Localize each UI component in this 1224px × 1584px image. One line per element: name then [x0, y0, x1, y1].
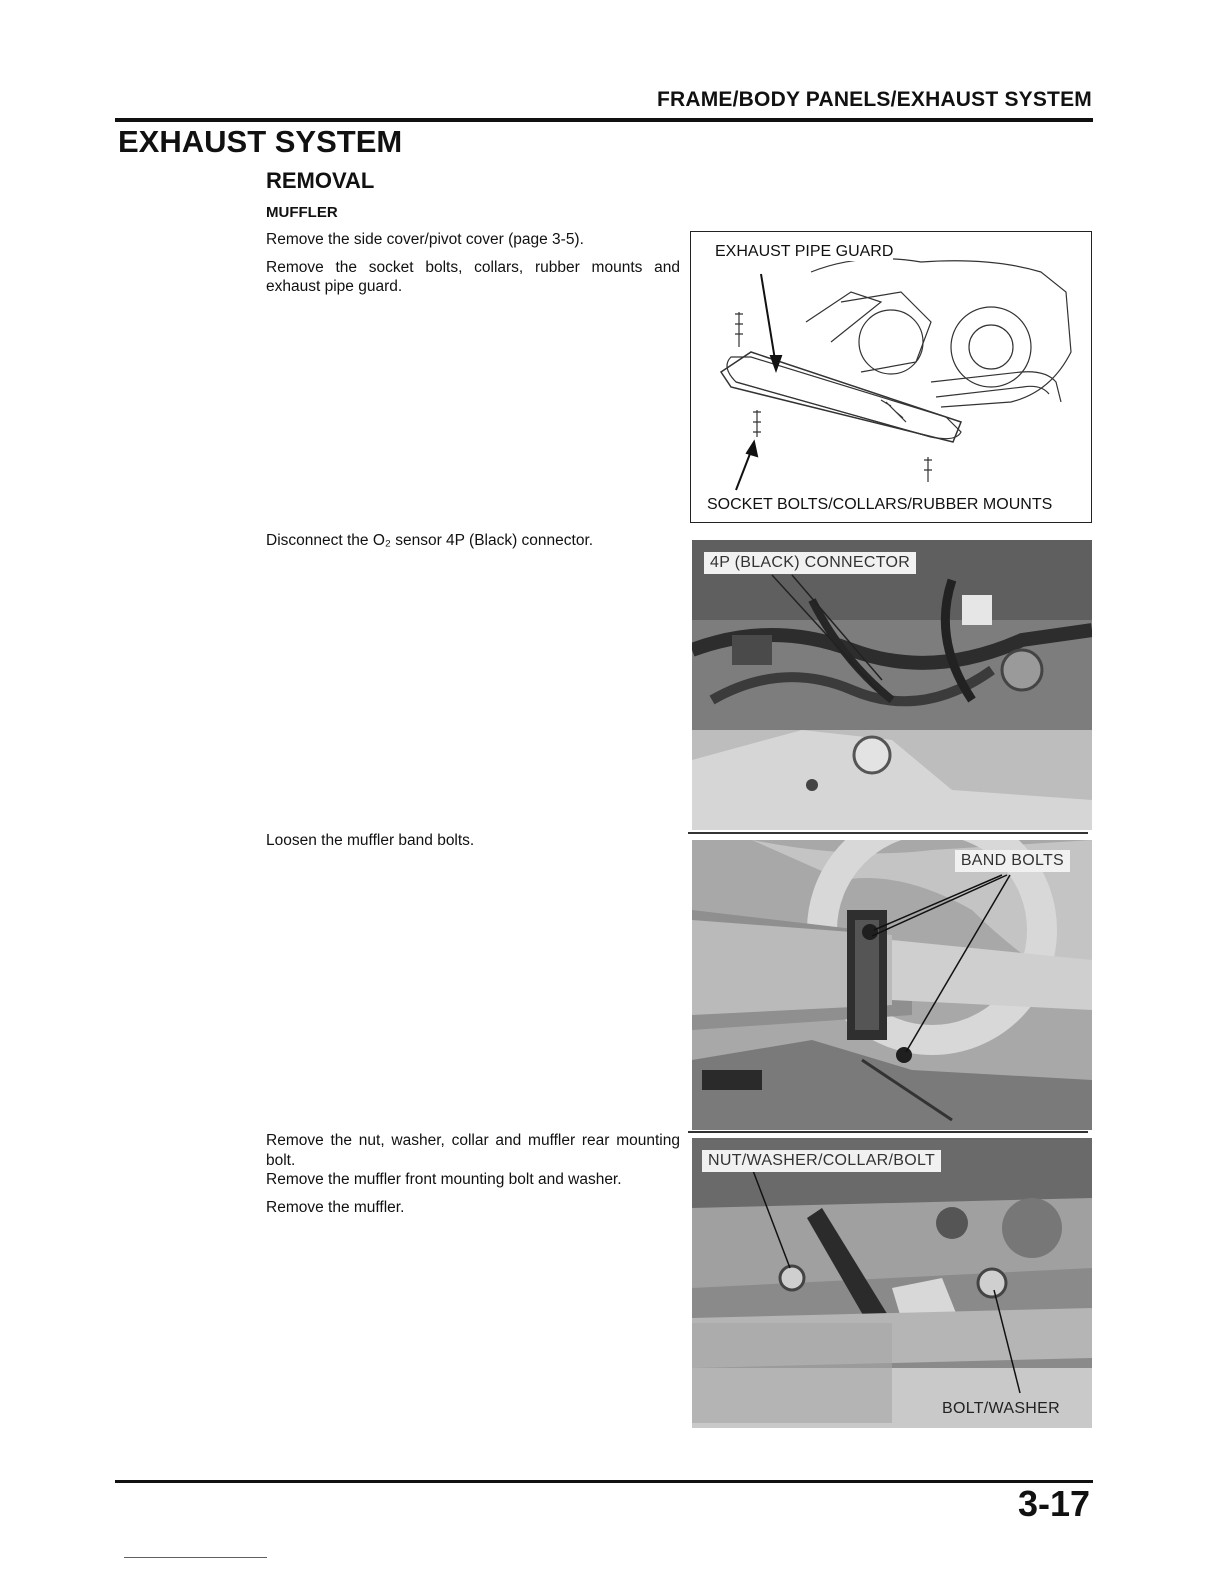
photo-divider [688, 1131, 1088, 1133]
connector-photo [692, 540, 1092, 830]
footer-rule [115, 1480, 1093, 1483]
step-remove-muffler: Remove the muffler. [266, 1198, 405, 1216]
band-bolts-photo-image [692, 840, 1092, 1130]
mounting-bolts-photo [692, 1138, 1092, 1428]
step-remove-rear-mount: Remove the nut, washer, collar and muffler rear mounting bolt. [266, 1132, 680, 1169]
photo-divider [688, 832, 1088, 834]
step-text-block-1 [266, 230, 680, 297]
header-rule [115, 118, 1093, 122]
link-underline [124, 1557, 267, 1558]
bolt-washer-label: BOLT/WASHER [942, 1400, 1060, 1417]
connector-photo-image [692, 540, 1092, 830]
step-disconnect-sensor: Disconnect the O₂ sensor 4P (Black) connector. [266, 532, 594, 549]
step-loosen-band-bolts: Loosen the muffler band bolts. [266, 832, 475, 849]
socket-bolts-label: SOCKET BOLTS/COLLARS/RUBBER MOUNTS [707, 496, 1053, 513]
band-bolts-photo [692, 840, 1092, 1130]
page-number: 3-17 [1017, 1483, 1090, 1524]
subsection-title: REMOVAL [266, 168, 375, 193]
connector-label: 4P (BLACK) CONNECTOR [704, 552, 916, 574]
step-text-block-4 [266, 1131, 680, 1217]
nut-washer-label: NUT/WASHER/COLLAR/BOLT [702, 1150, 941, 1172]
step-text-block-2 [266, 531, 680, 551]
mounting-bolts-photo-image [692, 1138, 1092, 1428]
exhaust-guard-drawing [691, 232, 1091, 522]
section-title: EXHAUST SYSTEM [118, 124, 403, 159]
band-bolts-label: BAND BOLTS [955, 850, 1070, 872]
exhaust-pipe-guard-label: EXHAUST PIPE GUARD [715, 243, 894, 260]
step-remove-front-mount: Remove the muffler front mounting bolt and washer. [266, 1171, 622, 1188]
step-remove-side-cover: Remove the side cover/pivot cover (page 3-5). [266, 231, 584, 248]
exhaust-guard-diagram [690, 231, 1092, 523]
running-header: FRAME/BODY PANELS/EXHAUST SYSTEM [656, 88, 1092, 111]
minor-title: MUFFLER [266, 204, 338, 221]
step-remove-socket-bolts: Remove the socket bolts, collars, rubber mounts and exhaust pipe guard. [266, 258, 680, 295]
step-text-block-3 [266, 831, 680, 851]
